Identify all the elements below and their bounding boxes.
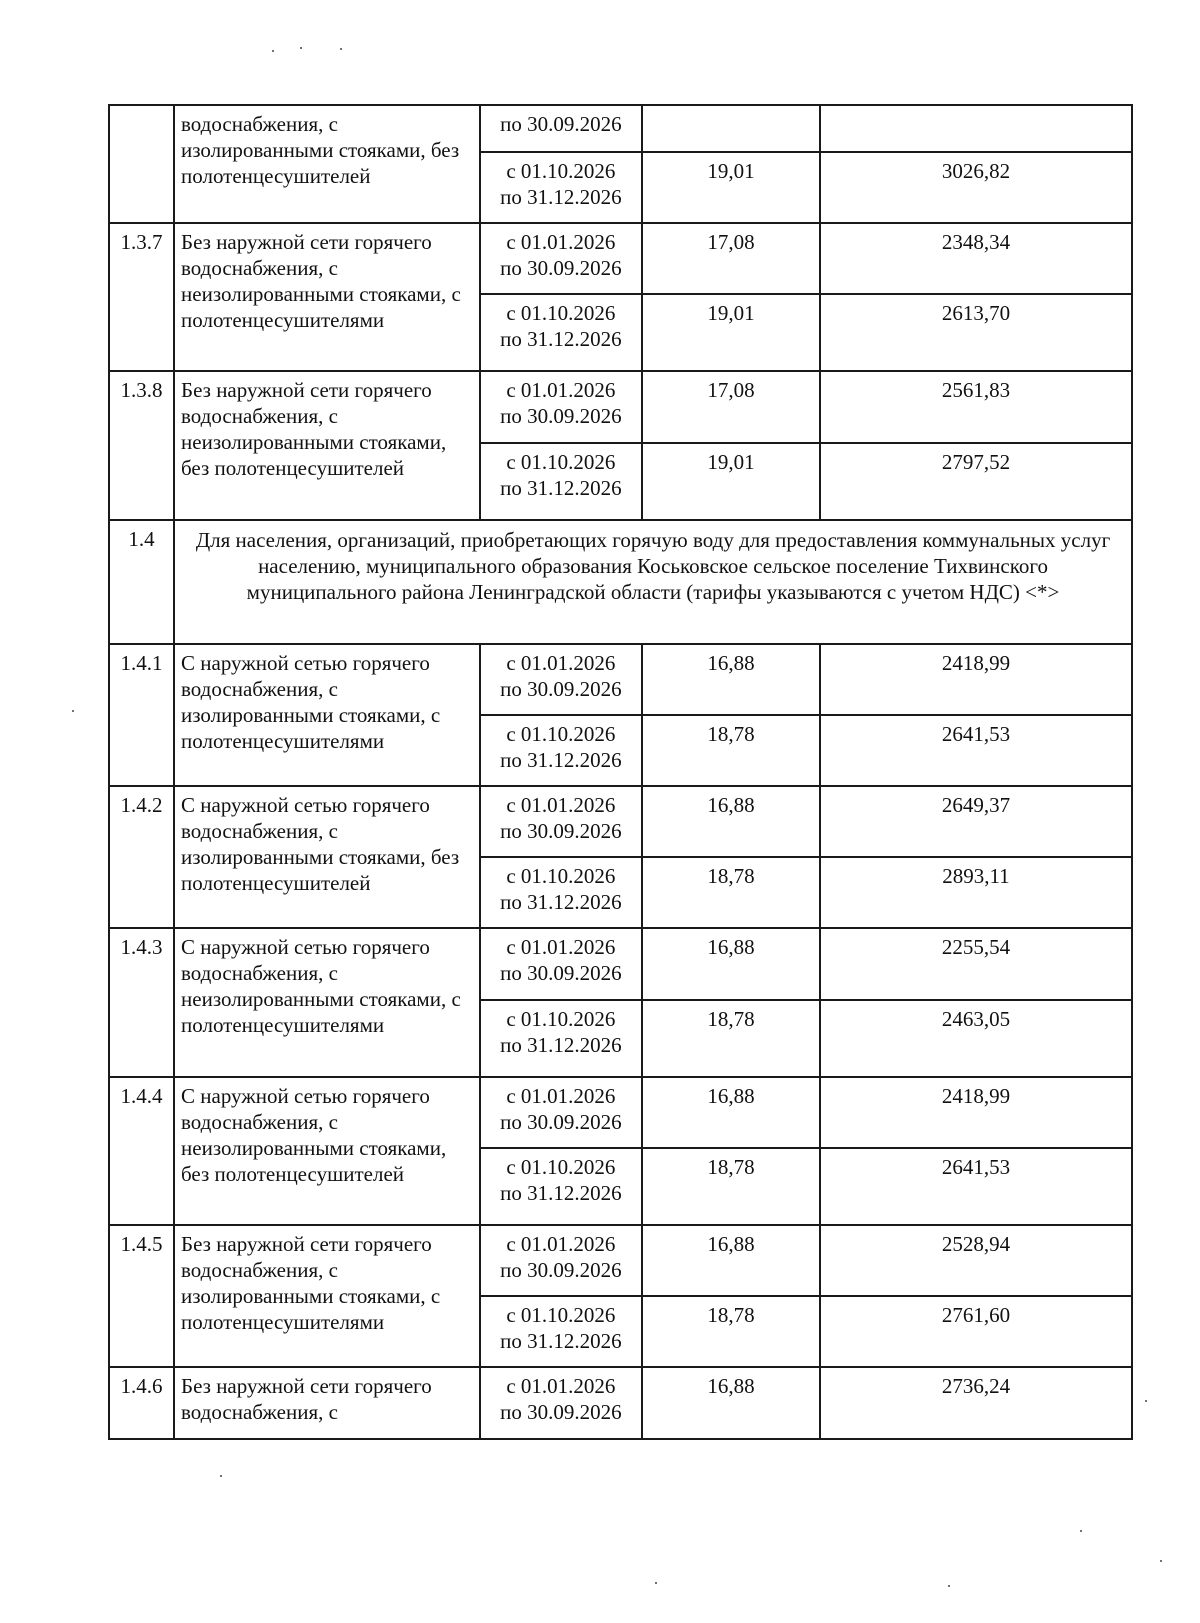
component-value: 16,88 (642, 644, 820, 715)
component-value: 18,78 (642, 1296, 820, 1367)
tariff-value (820, 105, 1132, 152)
item-number: 1.4.3 (109, 928, 174, 1077)
tariff-value: 2613,70 (820, 294, 1132, 371)
period-from: с 01.10.2026 (506, 1007, 616, 1031)
period-to: по 30.09.2026 (500, 819, 622, 843)
period-cell (480, 152, 643, 223)
component-value: 18,78 (642, 715, 820, 786)
period-from: с 01.10.2026 (506, 722, 616, 746)
section-number: 1.4 (109, 520, 174, 644)
period-cell (480, 223, 643, 294)
item-description: водоснабжения, с изолированными стояками, без полотенцесушителей (174, 105, 480, 223)
item-number (109, 105, 174, 223)
scan-speck (272, 50, 274, 52)
period-from: с 01.01.2026 (506, 1084, 616, 1108)
scan-speck (1160, 1560, 1162, 1562)
tariff-value: 3026,82 (820, 152, 1132, 223)
item-number: 1.3.7 (109, 223, 174, 371)
item-number: 1.4.6 (109, 1367, 174, 1439)
tariff-value: 2761,60 (820, 1296, 1132, 1367)
item-description: С наружной сетью горячего водоснабжения, с изолированными стояками, с полотенцесушителями (174, 644, 480, 786)
period-from: с 01.01.2026 (506, 378, 616, 402)
tariff-value: 2797,52 (820, 443, 1132, 520)
item-description: Без наружной сети горячего водоснабжения, с неизолированными стояками, без полотенцесушителей (174, 371, 480, 520)
period-cell (480, 1367, 643, 1439)
table-row (109, 644, 1132, 715)
scan-speck (1145, 1400, 1147, 1402)
period-from: с 01.10.2026 (506, 864, 616, 888)
tariff-value: 2255,54 (820, 928, 1132, 1000)
tariff-table (108, 104, 1133, 1440)
period-to: по 31.12.2026 (500, 185, 622, 209)
period-cell (480, 1296, 643, 1367)
period-to: по 31.12.2026 (500, 1181, 622, 1205)
period-cell (480, 715, 643, 786)
table-row (109, 1225, 1132, 1296)
table-row (109, 105, 1132, 152)
period-cell (480, 371, 643, 443)
period-from: с 01.01.2026 (506, 651, 616, 675)
period-to: по 30.09.2026 (500, 1258, 622, 1282)
table-row (109, 786, 1132, 857)
item-description: Без наружной сети горячего водоснабжения, с (174, 1367, 480, 1439)
period-to: по 30.09.2026 (500, 961, 622, 985)
period-from: с 01.01.2026 (506, 1232, 616, 1256)
tariff-value: 2528,94 (820, 1225, 1132, 1296)
period-to: по 31.12.2026 (500, 476, 622, 500)
period-cell (480, 443, 643, 520)
component-value: 17,08 (642, 371, 820, 443)
item-number: 1.4.1 (109, 644, 174, 786)
tariff-value: 2348,34 (820, 223, 1132, 294)
period-to: по 31.12.2026 (500, 890, 622, 914)
period-from: с 01.10.2026 (506, 159, 616, 183)
tariff-value: 2736,24 (820, 1367, 1132, 1439)
component-value: 16,88 (642, 1077, 820, 1148)
scan-speck (72, 710, 74, 712)
period-from: с 01.01.2026 (506, 793, 616, 817)
component-value: 16,88 (642, 1367, 820, 1439)
tariff-value: 2649,37 (820, 786, 1132, 857)
scan-speck (220, 1475, 222, 1477)
scan-speck (655, 1582, 657, 1584)
component-value: 19,01 (642, 443, 820, 520)
period-cell (480, 294, 643, 371)
period-to: по 30.09.2026 (500, 404, 622, 428)
item-number: 1.4.4 (109, 1077, 174, 1225)
period-cell (480, 1148, 643, 1225)
table-row (109, 1367, 1132, 1439)
period-to: по 30.09.2026 (500, 112, 622, 136)
document-page (108, 104, 1133, 1440)
tariff-value: 2641,53 (820, 715, 1132, 786)
period-from: с 01.01.2026 (506, 230, 616, 254)
tariff-value: 2418,99 (820, 644, 1132, 715)
period-to: по 31.12.2026 (500, 1329, 622, 1353)
period-to: по 30.09.2026 (500, 1110, 622, 1134)
table-row (109, 371, 1132, 443)
period-cell (480, 1225, 643, 1296)
period-cell (480, 105, 643, 152)
period-cell (480, 857, 643, 928)
tariff-value: 2463,05 (820, 1000, 1132, 1077)
period-from: с 01.01.2026 (506, 935, 616, 959)
period-cell (480, 928, 643, 1000)
table-row (109, 1077, 1132, 1148)
tariff-value: 2893,11 (820, 857, 1132, 928)
tariff-value: 2561,83 (820, 371, 1132, 443)
scan-speck (300, 47, 302, 49)
item-description: С наружной сетью горячего водоснабжения, с неизолированными стояками, с полотенцесушителями (174, 928, 480, 1077)
period-to: по 30.09.2026 (500, 1400, 622, 1424)
table-row (109, 928, 1132, 1000)
tariff-value: 2641,53 (820, 1148, 1132, 1225)
scan-speck (948, 1585, 950, 1587)
period-from: с 01.10.2026 (506, 450, 616, 474)
component-value: 19,01 (642, 152, 820, 223)
period-cell (480, 1077, 643, 1148)
component-value: 16,88 (642, 1225, 820, 1296)
tariff-value: 2418,99 (820, 1077, 1132, 1148)
component-value: 19,01 (642, 294, 820, 371)
section-title: Для населения, организаций, приобретающих горячую воду для предоставления коммунальных услуг населению, муниципального образования Коськовское сельское поселение Тихвинского муниципального района Ленинградской области (тарифы указываются с учетом НДС) <*> (174, 520, 1132, 644)
period-to: по 31.12.2026 (500, 327, 622, 351)
component-value: 16,88 (642, 928, 820, 1000)
component-value: 18,78 (642, 857, 820, 928)
component-value: 18,78 (642, 1148, 820, 1225)
scan-speck (340, 48, 342, 50)
period-to: по 31.12.2026 (500, 1033, 622, 1057)
item-description: С наружной сетью горячего водоснабжения, с неизолированными стояками, без полотенцесушителей (174, 1077, 480, 1225)
period-cell (480, 644, 643, 715)
table-row (109, 223, 1132, 294)
item-number: 1.4.2 (109, 786, 174, 928)
period-cell (480, 1000, 643, 1077)
period-to: по 30.09.2026 (500, 677, 622, 701)
item-description: С наружной сетью горячего водоснабжения, с изолированными стояками, без полотенцесушителей (174, 786, 480, 928)
period-from: с 01.01.2026 (506, 1374, 616, 1398)
period-to: по 30.09.2026 (500, 256, 622, 280)
item-number: 1.4.5 (109, 1225, 174, 1367)
period-cell (480, 786, 643, 857)
component-value: 18,78 (642, 1000, 820, 1077)
item-description: Без наружной сети горячего водоснабжения, с неизолированными стояками, с полотенцесушителями (174, 223, 480, 371)
period-to: по 31.12.2026 (500, 748, 622, 772)
scan-speck (1080, 1530, 1082, 1532)
item-description: Без наружной сети горячего водоснабжения, с изолированными стояками, с полотенцесушителями (174, 1225, 480, 1367)
item-number: 1.3.8 (109, 371, 174, 520)
period-from: с 01.10.2026 (506, 301, 616, 325)
period-from: с 01.10.2026 (506, 1303, 616, 1327)
section-row (109, 520, 1132, 644)
period-from: с 01.10.2026 (506, 1155, 616, 1179)
component-value (642, 105, 820, 152)
component-value: 17,08 (642, 223, 820, 294)
component-value: 16,88 (642, 786, 820, 857)
